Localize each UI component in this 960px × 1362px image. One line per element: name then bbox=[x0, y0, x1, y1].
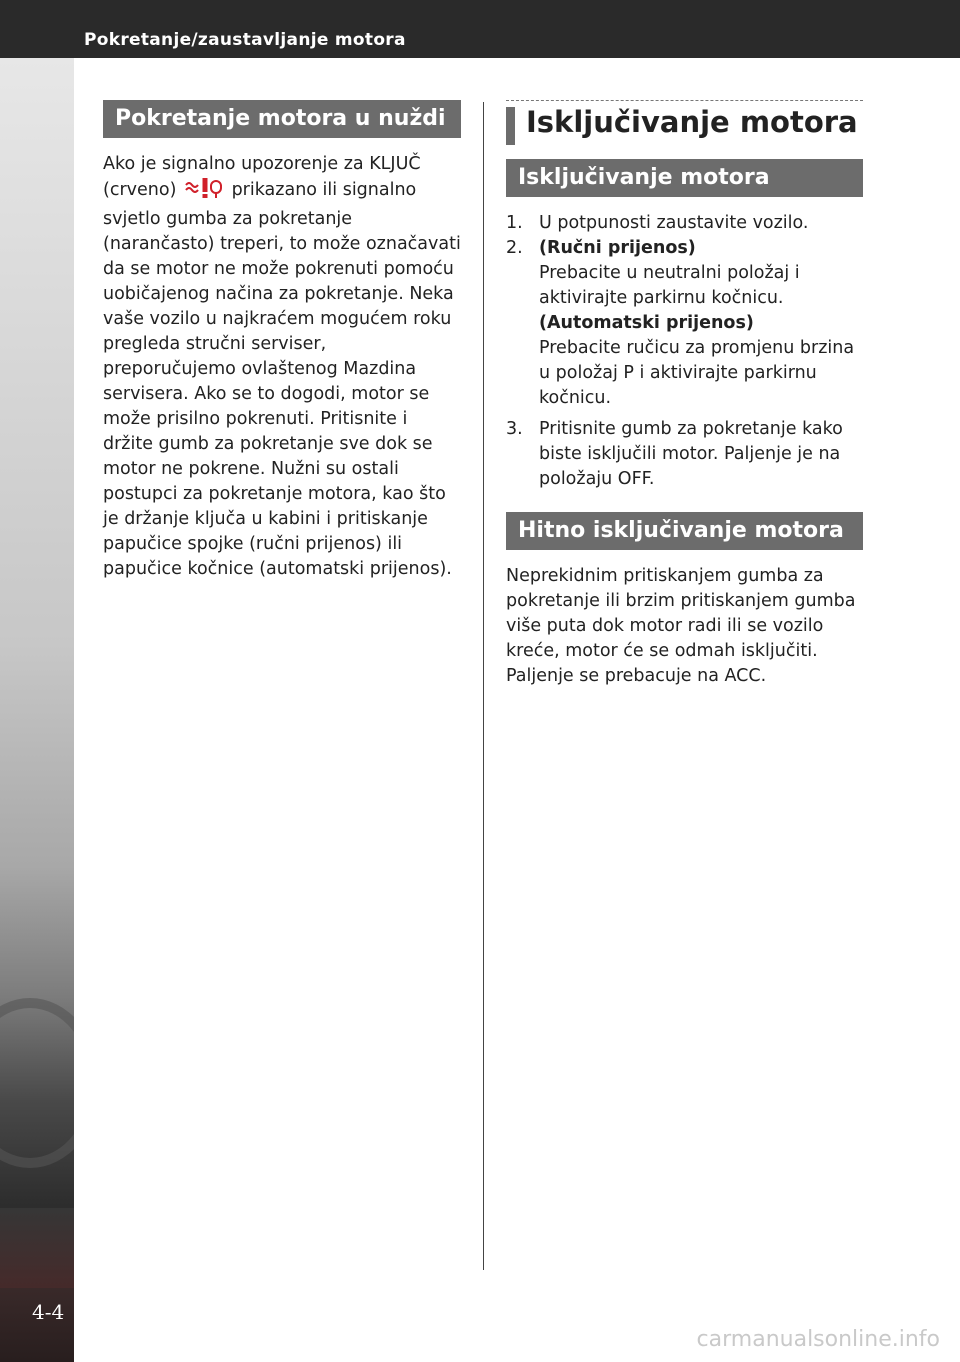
engine-off-steps bbox=[506, 211, 863, 492]
steering-wheel-image bbox=[0, 998, 74, 1168]
step-2 bbox=[506, 236, 863, 411]
emergency-start-paragraph bbox=[103, 152, 461, 582]
paragraph-part-1: Ako je signalno upozorenje za KLJUČ (crveno) bbox=[103, 154, 421, 200]
heading-emergency-start: Pokretanje motora u nuždi bbox=[103, 100, 461, 138]
section-title-block bbox=[506, 100, 863, 147]
right-column bbox=[506, 100, 863, 689]
header-title: Pokretanje/zaustavljanje motora bbox=[84, 30, 406, 50]
automatic-transmission-text: Prebacite ručicu za promjenu brzina u položaj P i aktivirajte parkirnu kočnicu. bbox=[539, 338, 855, 408]
page-number: 4-4 bbox=[32, 1300, 65, 1324]
key-warning-icon bbox=[184, 177, 224, 207]
manual-transmission-text: Prebacite u neutralni položaj i aktivirajte parkirnu kočnicu. bbox=[539, 263, 800, 308]
step-3 bbox=[506, 417, 863, 492]
step-number: 1. bbox=[506, 213, 523, 233]
step-number: 2. bbox=[506, 238, 523, 258]
emergency-stop-paragraph: Neprekidnim pritiskanjem gumba za pokretanje ili brzim pritiskanjem gumba više puta dok motor radi ili se vozilo kreće, motor će se odmah isključiti. Paljenje se prebacuje na ACC. bbox=[506, 566, 856, 686]
column-divider bbox=[483, 102, 484, 1270]
section-marker bbox=[506, 107, 515, 145]
paragraph-part-2: prikazano ili signalno svjetlo gumba za pokretanje (narančasto) treperi, to može označavati da se motor ne može pokrenuti pomoću uobičajenog načina za pokretanje. Neka vaše vozilo u najkraćem mogućem roku pregleda stručni serviser, preporučujemo ovlaštenog Mazdina servisera. Ako se to dogodi, motor se može prisilno pokrenuti. Pritisnite i držite gumb za pokretanje sve dok se motor ne pokrene. Nužni su ostali postupci za pokretanje motora, kao što je držanje ključa u kabini i pritiskanje papučice spojke (ručni prijenos) ili papučice kočnice (automatski prijenos). bbox=[103, 180, 461, 579]
heading-emergency-stop: Hitno isključivanje motora bbox=[506, 512, 863, 550]
step-1 bbox=[506, 211, 863, 236]
step-text: U potpunosti zaustavite vozilo. bbox=[539, 213, 809, 233]
watermark: carmanualsonline.info bbox=[696, 1327, 940, 1352]
sidebar-photo bbox=[0, 58, 74, 1362]
console-image bbox=[0, 1208, 74, 1288]
page-header bbox=[0, 0, 960, 58]
section-title: Isključivanje motora bbox=[526, 105, 858, 139]
step-text: Pritisnite gumb za pokretanje kako biste isključili motor. Paljenje je na položaju OFF. bbox=[539, 419, 843, 489]
manual-transmission-label: (Ručni prijenos) bbox=[539, 238, 696, 258]
step-number: 3. bbox=[506, 419, 523, 439]
left-column bbox=[103, 100, 461, 582]
automatic-transmission-label: (Automatski prijenos) bbox=[539, 313, 754, 333]
heading-engine-off: Isključivanje motora bbox=[506, 159, 863, 197]
